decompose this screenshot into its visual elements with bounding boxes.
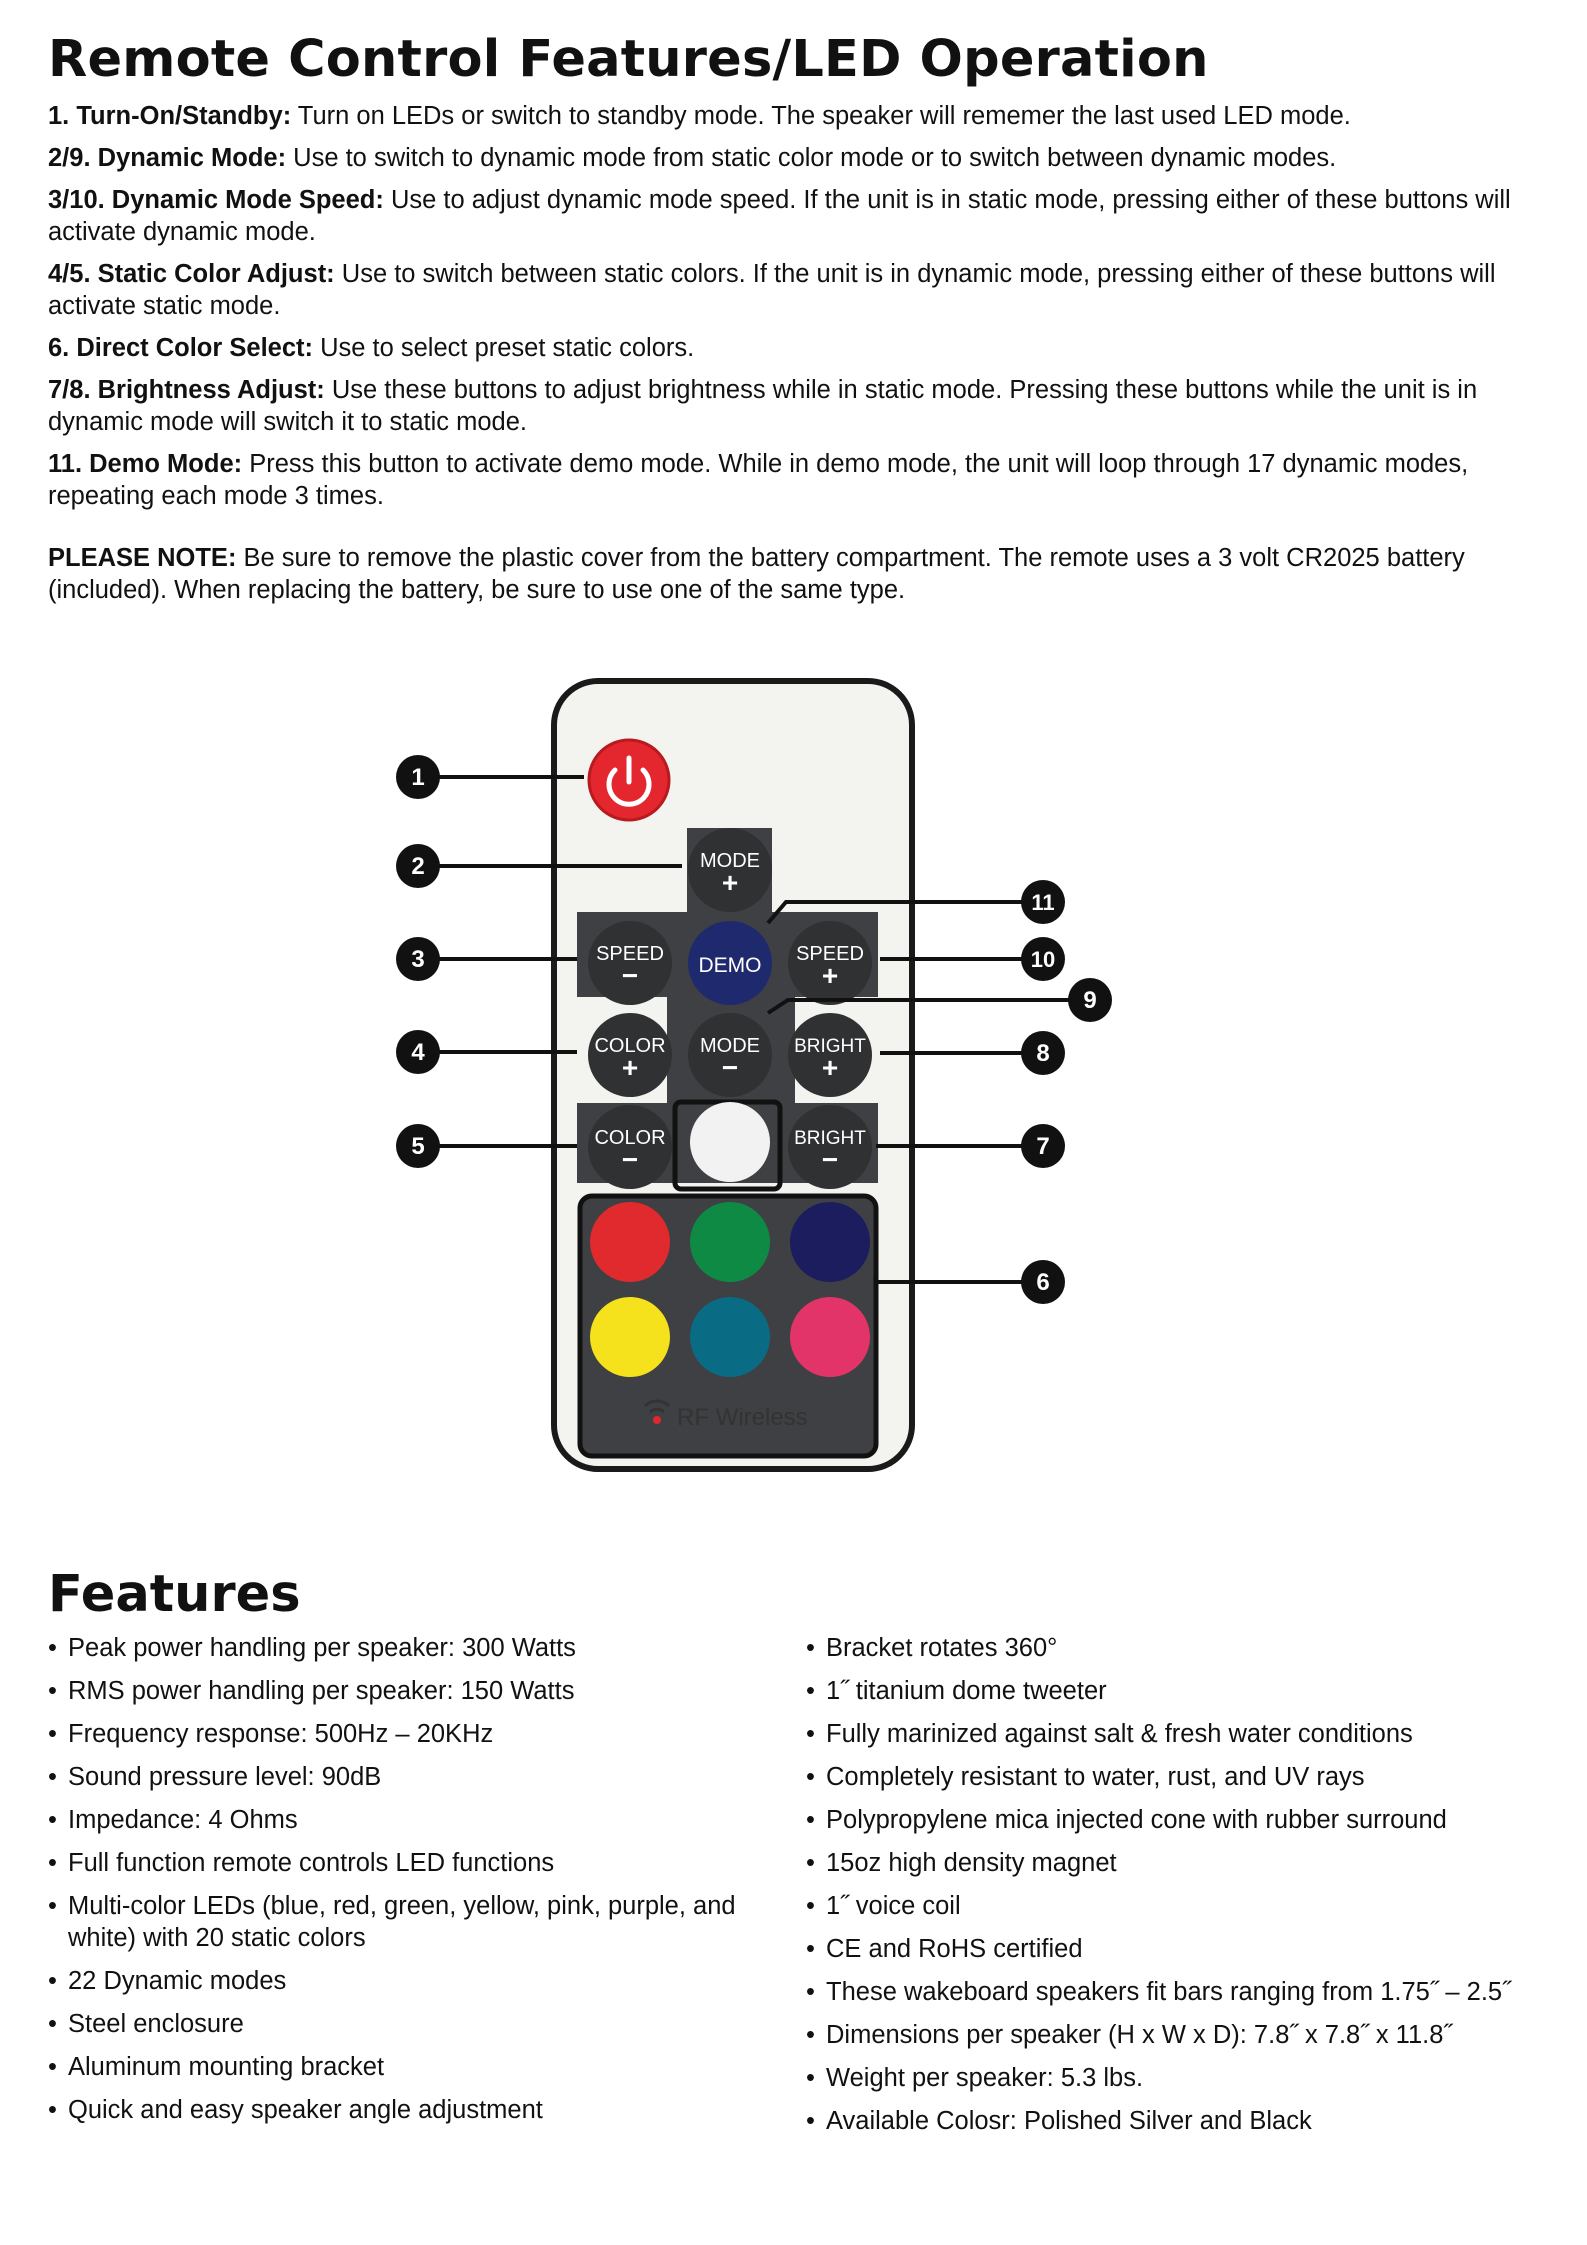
speed-plus-sign: + xyxy=(821,960,839,991)
callout-6-number: 6 xyxy=(1036,1269,1050,1296)
feature-item: • Fully marinized against salt & fresh water conditions xyxy=(806,1718,1566,1750)
callout-3-number: 3 xyxy=(411,946,425,973)
callout-5 xyxy=(396,1124,440,1168)
features-list-right xyxy=(806,1632,1566,2148)
feature-item: • Dimensions per speaker (H x W x D): 7.8˝ x 7.8˝ x 11.8˝ xyxy=(806,2019,1566,2051)
feature-item: • Bracket rotates 360° xyxy=(806,1632,1566,1664)
operation-text: Press this button to activate demo mode. While in demo mode, the unit will loop through 17 dynamic modes, repeating each mode 3 times. xyxy=(48,450,1469,510)
operation-label: 11. Demo Mode: xyxy=(48,450,243,478)
callout-10 xyxy=(1021,937,1065,981)
feature-item: • 15oz high density magnet xyxy=(806,1847,1566,1879)
note-label: PLEASE NOTE: xyxy=(48,544,237,572)
feature-item: • CE and RoHS certified xyxy=(806,1933,1566,1965)
color-plus-label: COLOR xyxy=(594,1035,666,1057)
led-operation-list xyxy=(48,100,1548,616)
operation-item xyxy=(48,100,1548,132)
speed-minus-label: SPEED xyxy=(596,943,664,965)
color-minus-button[interactable] xyxy=(588,1105,672,1189)
battery-note xyxy=(48,542,1548,606)
feature-item: • Steel enclosure xyxy=(48,2008,768,2040)
green-color-button[interactable] xyxy=(690,1202,770,1282)
navy-color-button[interactable] xyxy=(790,1202,870,1282)
speed-minus-sign: − xyxy=(621,960,639,991)
features-list-left xyxy=(48,1632,768,2137)
bright-minus-sign: − xyxy=(821,1144,839,1175)
bright-plus-label: BRIGHT xyxy=(794,1036,866,1057)
feature-item: • Sound pressure level: 90dB xyxy=(48,1761,768,1793)
color-plus-sign: + xyxy=(621,1052,639,1083)
mode-plus-label: MODE xyxy=(700,850,760,872)
callout-4 xyxy=(396,1030,440,1074)
feature-item: • 22 Dynamic modes xyxy=(48,1965,768,1997)
feature-item: • Completely resistant to water, rust, and UV rays xyxy=(806,1761,1566,1793)
operation-label: 6. Direct Color Select: xyxy=(48,334,313,362)
teal-color-button[interactable] xyxy=(690,1297,770,1377)
callout-11 xyxy=(1021,880,1065,924)
page-title: Remote Control Features/LED Operation xyxy=(48,30,1209,89)
mode-minus-sign: − xyxy=(721,1052,739,1083)
feature-item: • Multi-color LEDs (blue, red, green, yellow, pink, purple, and white) with 20 static colors xyxy=(48,1890,768,1954)
callout-2 xyxy=(396,844,440,888)
operation-label: 3/10. Dynamic Mode Speed: xyxy=(48,186,384,214)
callout-9 xyxy=(1068,978,1112,1022)
callout-8-number: 8 xyxy=(1036,1040,1050,1067)
feature-item: • Full function remote controls LED functions xyxy=(48,1847,768,1879)
operation-item xyxy=(48,374,1548,438)
operation-label: 2/9. Dynamic Mode: xyxy=(48,144,287,172)
rf-wireless-label: RF Wireless xyxy=(677,1404,808,1431)
operation-item xyxy=(48,184,1548,248)
operation-label: 7/8. Brightness Adjust: xyxy=(48,376,325,404)
callout-1 xyxy=(396,755,440,799)
feature-item: • 1˝ titanium dome tweeter xyxy=(806,1675,1566,1707)
callout-7-number: 7 xyxy=(1036,1133,1050,1160)
features-title: Features xyxy=(48,1565,301,1624)
speed-plus-button[interactable] xyxy=(788,921,872,1005)
remote-control-svg xyxy=(380,670,1160,1480)
operation-item xyxy=(48,332,1548,364)
feature-item: • Available Colosr: Polished Silver and Black xyxy=(806,2105,1566,2137)
callout-9-number: 9 xyxy=(1083,987,1097,1014)
feature-item: • Quick and easy speaker angle adjustment xyxy=(48,2094,768,2126)
speed-minus-button[interactable] xyxy=(588,921,672,1005)
mode-minus-label: MODE xyxy=(700,1035,760,1057)
demo-label: DEMO xyxy=(698,954,762,977)
operation-text: Use these buttons to adjust brightness while in static mode. Pressing these buttons while the unit is in dynamic mode will switch it to static mode. xyxy=(48,376,1478,436)
color-minus-sign: − xyxy=(621,1144,639,1175)
callout-10-number: 10 xyxy=(1030,947,1056,972)
operation-text: Use to adjust dynamic mode speed. If the unit is in static mode, pressing either of these buttons will activate dynamic mode. xyxy=(48,186,1511,246)
yellow-color-button[interactable] xyxy=(590,1297,670,1377)
callout-3 xyxy=(396,937,440,981)
pink-color-button[interactable] xyxy=(790,1297,870,1377)
feature-item: • Frequency response: 500Hz – 20KHz xyxy=(48,1718,768,1750)
mode-minus-button[interactable] xyxy=(688,1013,772,1097)
operation-item xyxy=(48,258,1548,322)
operation-label: 4/5. Static Color Adjust: xyxy=(48,260,335,288)
feature-item: • RMS power handling per speaker: 150 Watts xyxy=(48,1675,768,1707)
demo-button[interactable] xyxy=(688,921,772,1005)
feature-item: • Impedance: 4 Ohms xyxy=(48,1804,768,1836)
bright-minus-label: BRIGHT xyxy=(794,1128,866,1149)
mode-plus-sign: + xyxy=(721,867,739,898)
operation-text: Use to select preset static colors. xyxy=(313,334,695,362)
bright-plus-sign: + xyxy=(821,1052,839,1083)
operation-item xyxy=(48,448,1548,512)
operation-text: Use to switch to dynamic mode from static color mode or to switch between dynamic modes. xyxy=(286,144,1337,172)
operation-item xyxy=(48,142,1548,174)
remote-control-diagram xyxy=(380,670,1160,1480)
feature-item: • Weight per speaker: 5.3 lbs. xyxy=(806,2062,1566,2094)
color-plus-button[interactable] xyxy=(588,1013,672,1097)
callout-4-number: 4 xyxy=(411,1039,425,1066)
feature-item: • Polypropylene mica injected cone with rubber surround xyxy=(806,1804,1566,1836)
bright-minus-button[interactable] xyxy=(788,1105,872,1189)
white-color-button[interactable] xyxy=(690,1102,770,1182)
feature-item: • These wakeboard speakers fit bars ranging from 1.75˝ – 2.5˝ xyxy=(806,1976,1566,2008)
mode-plus-button[interactable] xyxy=(688,828,772,912)
callout-5-number: 5 xyxy=(411,1133,425,1160)
callout-6 xyxy=(1021,1260,1065,1304)
bright-plus-button[interactable] xyxy=(788,1013,872,1097)
callout-8 xyxy=(1021,1031,1065,1075)
feature-item: • 1˝ voice coil xyxy=(806,1890,1566,1922)
feature-item: • Peak power handling per speaker: 300 Watts xyxy=(48,1632,768,1664)
note-text: Be sure to remove the plastic cover from the battery compartment. The remote uses a 3 volt CR2025 battery (included). When replacing the battery, be sure to use one of the same type. xyxy=(48,544,1465,604)
callout-11-number: 11 xyxy=(1031,890,1055,915)
red-color-button[interactable] xyxy=(590,1202,670,1282)
color-minus-label: COLOR xyxy=(594,1127,666,1149)
operation-text: Turn on LEDs or switch to standby mode. The speaker will rememer the last used LED mode. xyxy=(291,102,1351,130)
operation-text: Use to switch between static colors. If the unit is in dynamic mode, pressing either of these buttons will activate static mode. xyxy=(48,260,1496,320)
callout-2-number: 2 xyxy=(411,853,425,880)
callout-1-number: 1 xyxy=(411,764,425,791)
feature-item: • Aluminum mounting bracket xyxy=(48,2051,768,2083)
operation-label: 1. Turn-On/Standby: xyxy=(48,102,292,130)
callout-7 xyxy=(1021,1124,1065,1168)
speed-plus-label: SPEED xyxy=(796,943,864,965)
